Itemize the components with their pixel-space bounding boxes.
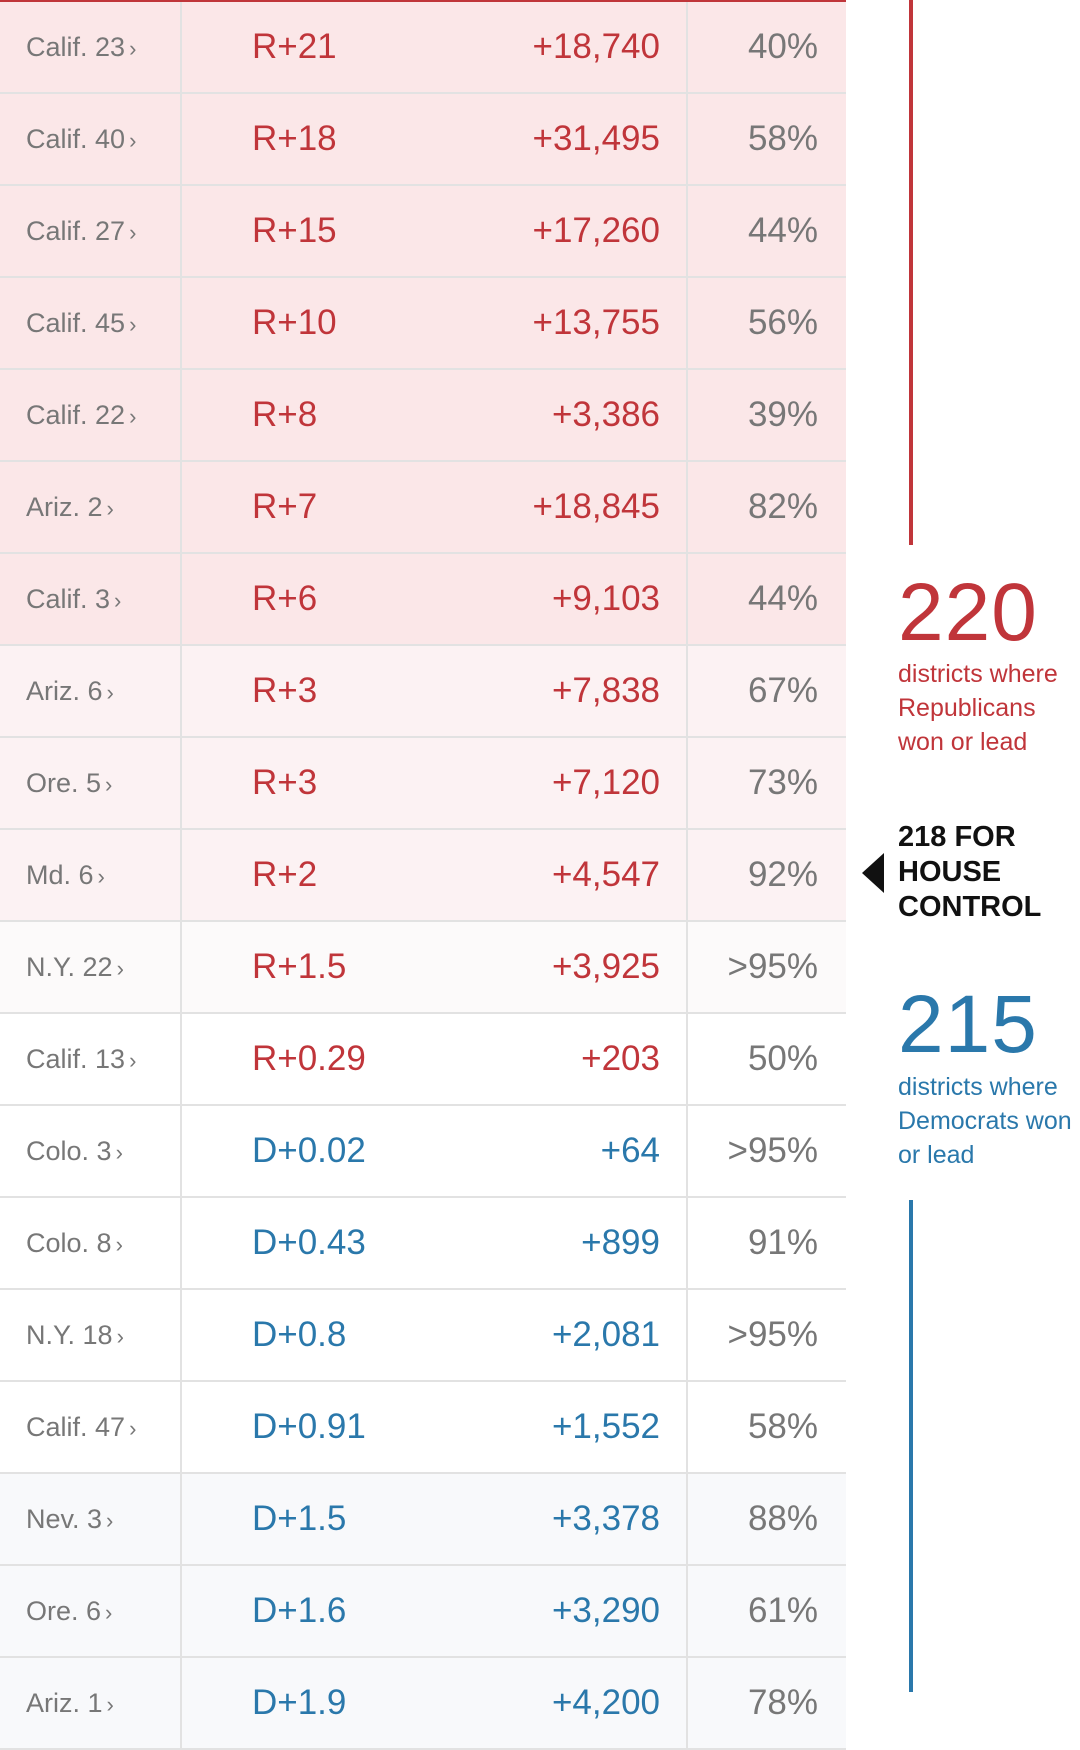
margin-value: R+6 [252,579,318,618]
margin-value: R+3 [252,671,318,710]
reported-percent: 58% [747,1407,818,1446]
left-arrow-icon [862,853,884,893]
chevron-right-icon: › [105,1600,113,1625]
district-name: Calif. 40 [26,124,126,154]
margin-value: R+8 [252,395,318,434]
district-name: N.Y. 18 [26,1320,113,1350]
chevron-right-icon: › [106,680,114,705]
district-link[interactable] [26,462,176,552]
seat-tracker [846,0,1080,1692]
margin-value: D+0.02 [252,1131,366,1170]
column-divider [180,462,182,552]
district-link[interactable] [26,1474,176,1564]
district-link[interactable] [26,1014,176,1104]
table-row[interactable] [0,646,846,738]
reported-percent: >95% [727,947,818,986]
column-divider [180,1106,182,1196]
republican-bar [909,0,913,545]
margin-value: D+1.6 [252,1591,347,1630]
district-link[interactable] [26,186,176,276]
district-name: Calif. 3 [26,584,111,614]
column-divider [180,1474,182,1564]
reported-percent: 92% [747,855,818,894]
chevron-right-icon: › [114,588,122,613]
district-name: Calif. 22 [26,400,126,430]
table-row[interactable] [0,554,846,646]
margin-value: R+10 [252,303,337,342]
margin-value: R+0.29 [252,1039,366,1078]
margin-value: R+1.5 [252,947,347,986]
reported-percent: 44% [747,579,818,618]
democrat-seat-count: 215 [898,979,1038,1070]
reported-percent: 82% [747,487,818,526]
reported-percent: 40% [747,27,818,66]
district-link[interactable] [26,278,176,368]
district-name: Ariz. 1 [26,1688,103,1718]
district-link[interactable] [26,554,176,644]
table-row[interactable] [0,1106,846,1198]
table-row[interactable] [0,186,846,278]
reported-percent: 50% [747,1039,818,1078]
district-link[interactable] [26,646,176,736]
republican-seat-count: 220 [898,567,1038,658]
chevron-right-icon: › [106,496,114,521]
reported-percent: 67% [747,671,818,710]
chevron-right-icon: › [116,1324,124,1349]
district-name: Colo. 3 [26,1136,112,1166]
vote-lead-value: +17,260 [532,211,660,250]
district-name: Calif. 45 [26,308,126,338]
district-link[interactable] [26,738,176,828]
vote-lead-value: +3,378 [551,1499,660,1538]
table-row[interactable] [0,830,846,922]
table-row[interactable] [0,1474,846,1566]
column-divider [180,1014,182,1104]
district-name: Ore. 5 [26,768,102,798]
chevron-right-icon: › [129,404,137,429]
district-link[interactable] [26,1566,176,1656]
vote-lead-value: +18,740 [532,27,660,66]
margin-value: R+7 [252,487,318,526]
district-name: Ariz. 2 [26,492,103,522]
margin-value: D+0.8 [252,1315,347,1354]
reported-percent: 88% [747,1499,818,1538]
district-name: Calif. 13 [26,1044,126,1074]
vote-lead-value: +3,290 [551,1591,660,1630]
column-divider [180,1290,182,1380]
district-link[interactable] [26,94,176,184]
column-divider [180,738,182,828]
district-link[interactable] [26,1658,176,1748]
republican-seat-label: districts where Republicans won or lead [898,660,1058,756]
district-link[interactable] [26,922,176,1012]
reported-percent: 39% [747,395,818,434]
chevron-right-icon: › [106,1692,114,1717]
column-divider [180,370,182,460]
district-name: Calif. 47 [26,1412,126,1442]
table-row[interactable] [0,1566,846,1658]
chevron-right-icon: › [115,1232,123,1257]
vote-lead-value: +3,925 [551,947,660,986]
district-name: Calif. 23 [26,32,126,62]
vote-lead-value: +7,838 [551,671,660,710]
vote-lead-value: +64 [600,1131,660,1170]
table-row[interactable] [0,94,846,186]
column-divider [180,2,182,92]
margin-value: D+0.91 [252,1407,366,1446]
reported-percent: 78% [747,1683,818,1722]
chevron-right-icon: › [129,1048,137,1073]
chevron-right-icon: › [129,36,137,61]
column-divider [180,646,182,736]
reported-percent: 61% [747,1591,818,1630]
vote-lead-value: +2,081 [551,1315,660,1354]
chevron-right-icon: › [129,1416,137,1441]
district-name: Ariz. 6 [26,676,103,706]
column-divider [180,554,182,644]
district-name: Md. 6 [26,860,94,890]
vote-lead-value: +13,755 [532,303,660,342]
reported-percent: 58% [747,119,818,158]
vote-lead-value: +4,200 [551,1683,660,1722]
vote-lead-value: +899 [581,1223,660,1262]
district-link[interactable] [26,1198,176,1288]
table-row[interactable] [0,2,846,94]
margin-value: R+18 [252,119,337,158]
table-row[interactable] [0,1382,846,1474]
chevron-right-icon: › [106,1508,114,1533]
table-row[interactable] [0,1658,846,1750]
chevron-right-icon: › [129,312,137,337]
table-row[interactable] [0,738,846,830]
margin-value: D+1.5 [252,1499,347,1538]
reported-percent: 56% [747,303,818,342]
vote-lead-value: +203 [581,1039,660,1078]
chevron-right-icon: › [115,1140,123,1165]
vote-lead-value: +3,386 [551,395,660,434]
margin-value: R+15 [252,211,337,250]
column-divider [180,278,182,368]
column-divider [180,922,182,1012]
margin-value: D+1.9 [252,1683,347,1722]
reported-percent: 73% [747,763,818,802]
chevron-right-icon: › [105,772,113,797]
column-divider [180,1566,182,1656]
table-row[interactable] [0,462,846,554]
column-divider [180,186,182,276]
column-divider [180,1198,182,1288]
chevron-right-icon: › [97,864,105,889]
margin-value: R+21 [252,27,337,66]
margin-value: R+2 [252,855,318,894]
column-divider [180,1658,182,1748]
margin-value: R+3 [252,763,318,802]
vote-lead-value: +7,120 [551,763,660,802]
district-name: Ore. 6 [26,1596,102,1626]
district-link[interactable] [26,2,176,92]
vote-lead-value: +18,845 [532,487,660,526]
vote-lead-value: +4,547 [551,855,660,894]
district-link[interactable] [26,1382,176,1472]
vote-lead-value: +1,552 [551,1407,660,1446]
table-row[interactable] [0,1014,846,1106]
table-row[interactable] [0,1290,846,1382]
column-divider [180,1382,182,1472]
vote-lead-value: +31,495 [532,119,660,158]
chevron-right-icon: › [129,128,137,153]
column-divider [180,830,182,920]
district-link[interactable] [26,1106,176,1196]
table-row[interactable] [0,278,846,370]
reported-percent: >95% [727,1315,818,1354]
chevron-right-icon: › [129,220,137,245]
vote-lead-value: +9,103 [551,579,660,618]
district-link[interactable] [26,1290,176,1380]
district-name: N.Y. 22 [26,952,113,982]
column-divider [180,94,182,184]
democrat-bar [909,1200,913,1692]
majority-threshold-label: 218 FOR HOUSE CONTROL [898,821,1042,923]
table-row[interactable] [0,370,846,462]
district-name: Nev. 3 [26,1504,103,1534]
democrat-seat-label: districts where Democrats won or lead [898,1073,1072,1169]
table-row[interactable] [0,1198,846,1290]
district-link[interactable] [26,370,176,460]
table-row[interactable] [0,922,846,1014]
reported-percent: 91% [747,1223,818,1262]
district-name: Calif. 27 [26,216,126,246]
reported-percent: >95% [727,1131,818,1170]
district-link[interactable] [26,830,176,920]
chevron-right-icon: › [116,956,124,981]
margin-value: D+0.43 [252,1223,366,1262]
district-name: Colo. 8 [26,1228,112,1258]
reported-percent: 44% [747,211,818,250]
